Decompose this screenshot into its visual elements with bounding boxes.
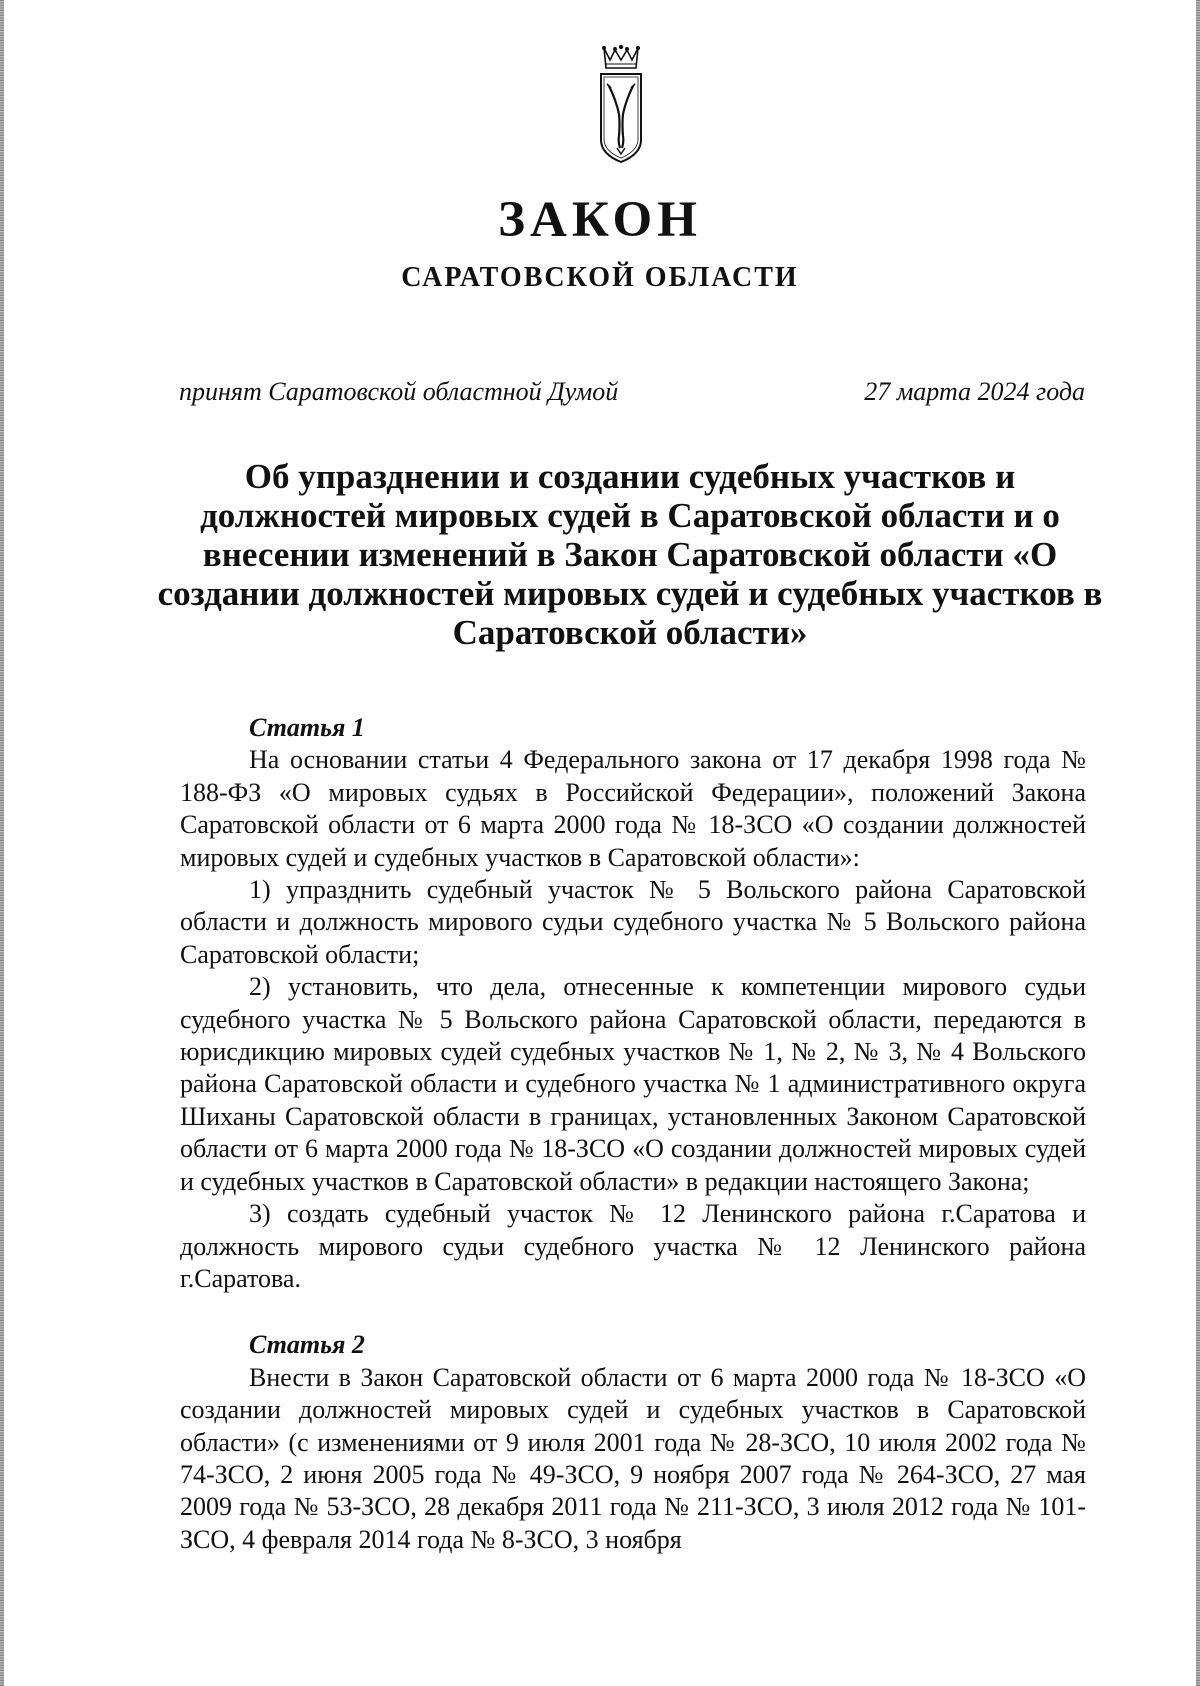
- document-type: ЗАКОН: [498, 192, 702, 248]
- scan-edge-right: [1196, 0, 1200, 1686]
- scan-edge-left: [0, 0, 4, 1686]
- article-1-item-3: 3) создать судебный участок № 12 Ленинского района г.Саратова и должность мирового судьи судебного участка № 12 Ленинского района г.Саратова.: [180, 1199, 1086, 1293]
- article-1-item-2: 2) установить, что дела, отнесенные к компетенции мирового судьи судебного участка № 5 Вольского района Саратовской области, передаются в юрисдикцию мировых судей судебных участков № 1, № 2, № 3, № 4 Вольского района Саратовской области и судебного участка № 1 административного округа Шиханы Саратовской области в границах, установленных Законом Саратовской области от 6 марта 2000 года № 18-ЗСО «О создании должностей мировых судей и судебных участков в Саратовской области» в редакции настоящего Закона;: [180, 972, 1086, 1196]
- adoption-line: [179, 374, 1085, 410]
- region-name: САРАТОВСКОЙ ОБЛАСТИ: [401, 262, 799, 293]
- section-gap: [180, 1295, 1086, 1329]
- adoption-date: 27 марта 2024 года: [864, 377, 1085, 406]
- article-1-paragraph: На основании статьи 4 Федерального закона от 17 декабря 1998 года № 188-ФЗ «О мировых судьях в Российской Федерации», положений Закона Саратовской области от 6 марта 2000 года № 18-ЗСО «О создании должностей мировых судей и судебных участков в Саратовской области»:: [180, 745, 1086, 872]
- article-1-item-1: 1) упразднить судебный участок № 5 Вольского района Саратовской области и должность мирового судьи судебного участка № 5 Вольского района Саратовской области;: [180, 875, 1086, 969]
- article-2-heading: Статья 2: [249, 1330, 365, 1360]
- law-title: Об упразднении и создании судебных участков и должностей мировых судей в Саратовской области и о внесении изменений в Закон Саратовской области «О создании должностей мировых судей и судебных участков в Саратовской области»: [157, 457, 1103, 652]
- adopted-by: принят Саратовской областной Думой: [179, 377, 619, 406]
- article-1-heading: Статья 1: [249, 713, 365, 742]
- coat-of-arms-icon: [598, 44, 644, 168]
- document-body: [180, 712, 1086, 1556]
- article-2-paragraph: Внести в Закон Саратовской области от 6 марта 2000 года № 18-ЗСО «О создании должностей мировых судей и судебных участков в Саратовской области» (с изменениями от 9 июля 2001 года № 28-ЗСО, 10 июля 2002 года № 74-ЗСО, 2 июня 2005 года № 49-ЗСО, 9 ноября 2007 года № 264-ЗСО, 27 мая 2009 года № 53-ЗСО, 28 декабря 2011 года № 211-ЗСО, 3 июля 2012 года № 101-ЗСО, 4 февраля 2014 года № 8-ЗСО, 3 ноября: [180, 1362, 1086, 1554]
